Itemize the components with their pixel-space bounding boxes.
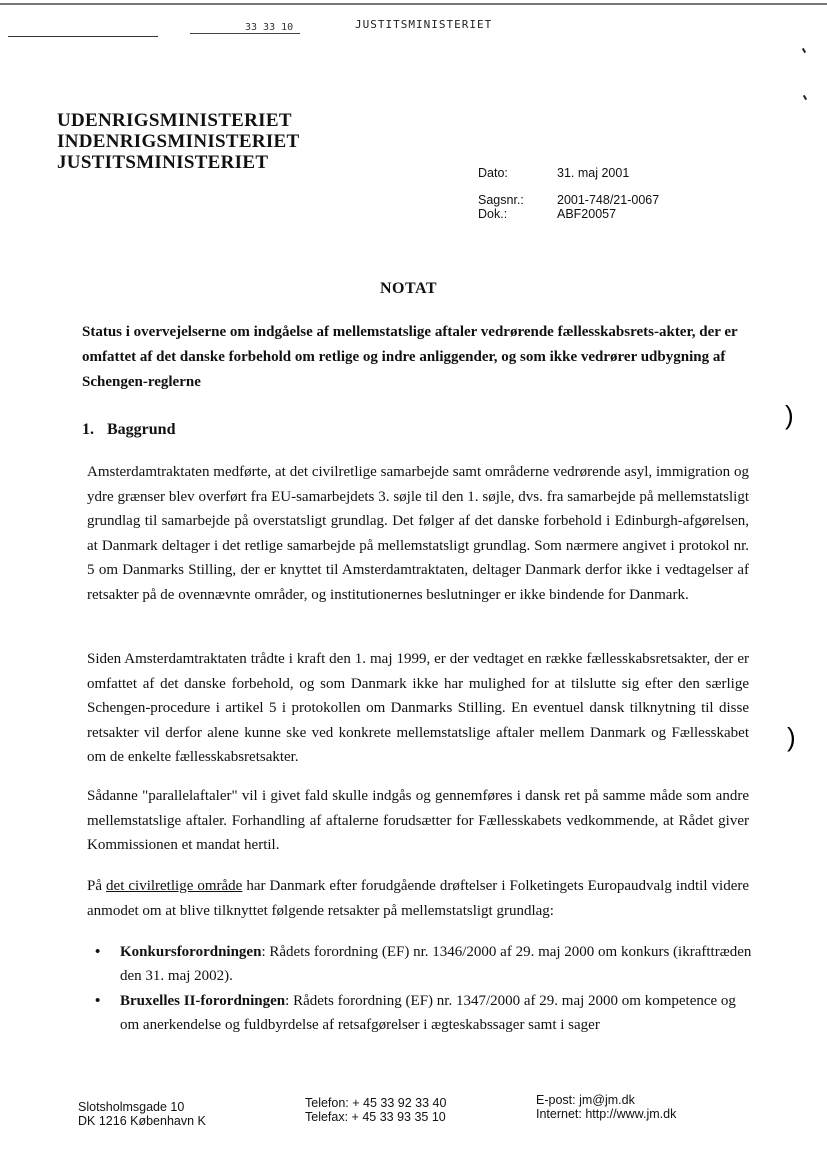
scan-artifact-icon: ) [785,400,794,430]
paragraph-2: Siden Amsterdamtraktaten trådte i kraft den 1. maj 1999, er der vedtaget en række fællesskabsretsakter, der er omfattet af det danske forbehold, og som Danmark ikke har mulighed for at tilslutte sig efter den særlige Schengen-procedure i artikel 5 i protokollen om Danmarks Stilling. En eventuel dansk tilknytning til disse retsakter vil derfor alene kunne ske ved konkrete mellemstatslige aftaler mellem Danmark og Fællesskabet om de enkelte fællesskabsretsakter. [87,651,749,765]
bullet-text: : Rådets forordning (EF) nr. 1347/2000 af 29. maj 2000 om kompetence og om anerkendelse og fuldbyrdelse af retsafgørelser i ægteskabssager samt i sager [120,993,736,1033]
paragraph-3: Sådanne "parallelaftaler" vil i givet fald skulle indgås og gennemføres i dansk ret på samme måde som andre mellemstatslige aftaler. Forhandling af aftalerne forudsætter for Fællesskabets vedkommende, at Rådet giver Kommissionen et mandat hertil. [87,788,749,853]
section-title: Baggrund [107,421,176,438]
footer-phone [305,1096,446,1124]
footer-telefon: Telefon: + 45 33 92 33 40 [305,1096,447,1110]
paragraph-4-underlined: det civilretlige område [106,878,243,894]
bullet-bold-term: Bruxelles II-forordningen [120,993,286,1009]
ministry-name: JUSTITSMINISTERIET [57,152,269,173]
list-item [95,940,755,988]
sagsnr-label: Sagsnr.: [478,193,524,207]
footer-contact [536,1093,676,1121]
paragraph-4-rest: har Danmark efter forudgående drøftelser i Folketingets Europaudvalg indtil videre anmodet om at blive tilknyttet følgende retsakter på mellemstatsligt grundlag: [87,878,750,919]
ministries-block [57,110,300,173]
bullet-bold-term: Konkursforordningen [120,944,262,960]
scan-speck-icon [803,95,807,100]
sagsnr-value: 2001-748/21-0067 [557,193,660,207]
dok-label: Dok.: [478,207,508,221]
footer-internet: Internet: http://www.jm.dk [536,1107,677,1121]
ministry-name: UDENRIGSMINISTERIET [57,110,292,131]
dok-value: ABF20057 [557,207,617,221]
ministry-name: INDENRIGSMINISTERIET [57,131,300,152]
footer-address [78,1100,206,1128]
fax-top-rule [0,3,827,5]
fax-header-rule-2 [190,33,300,34]
paragraph-4-prefix: På [87,878,107,894]
fax-header-rule [8,36,158,37]
footer-address-line: DK 1216 København K [78,1114,206,1128]
footer-email: E-post: jm@jm.dk [536,1093,635,1107]
paragraph-4 [87,874,749,923]
bullet-icon: • [95,993,101,1009]
intro-heading: Status i overvejelserne om indgåelse af mellemstatslige aftaler vedrørende fællesskabsrets-akter, der er omfattet af det danske forbehold om retlige og indre anliggender, og som ikke vedrører udbygning af Schengen-reglerne [82,324,738,390]
list-item [95,989,755,1037]
paragraph-1: Amsterdamtraktaten medførte, at det civilretlige samarbejde samt områderne vedrørende asyl, immigration og ydre grænser blev overført fra EU-samarbejdets 3. søjle til den 1. søjle, dvs. fra samarbejde på mellemstatsligt grundlag til samarbejde på overstatsligt grundlag. Det følger af det danske forbehold i Edinburgh-afgørelsen, at Danmark deltager i det retlige samarbejde på mellemstatsligt grundlag. Som nærmere angivet i protokol nr. 5 om Danmarks Stilling, der er knyttet til Amsterdamtraktaten, deltager Danmark derfor ikke i vedtagelser af retsakter på de ovennævnte områder, og institutionernes beslutninger er ikke bindende for Danmark. [87,464,749,603]
section-heading [82,421,175,439]
dato-value: 31. maj 2001 [557,166,630,180]
footer-address-line: Slotsholmsgade 10 [78,1100,185,1114]
section-number: 1. [82,421,94,438]
scan-speck-icon [802,48,806,53]
dato-label: Dato: [478,166,508,180]
bullet-list [95,940,755,1038]
fax-header-numbers: 33 33 10 [245,22,294,33]
fax-header-text: JUSTITSMINISTERIET [355,18,493,31]
bullet-icon: • [95,944,101,960]
scan-artifact-icon: ) [787,722,796,752]
footer-telefax: Telefax: + 45 33 93 35 10 [305,1110,446,1124]
bullet-text: : Rådets forordning (EF) nr. 1346/2000 af 29. maj 2000 om konkurs (ikrafttræden den 31. maj 2002). [120,944,752,984]
document-title: NOTAT [380,280,438,297]
